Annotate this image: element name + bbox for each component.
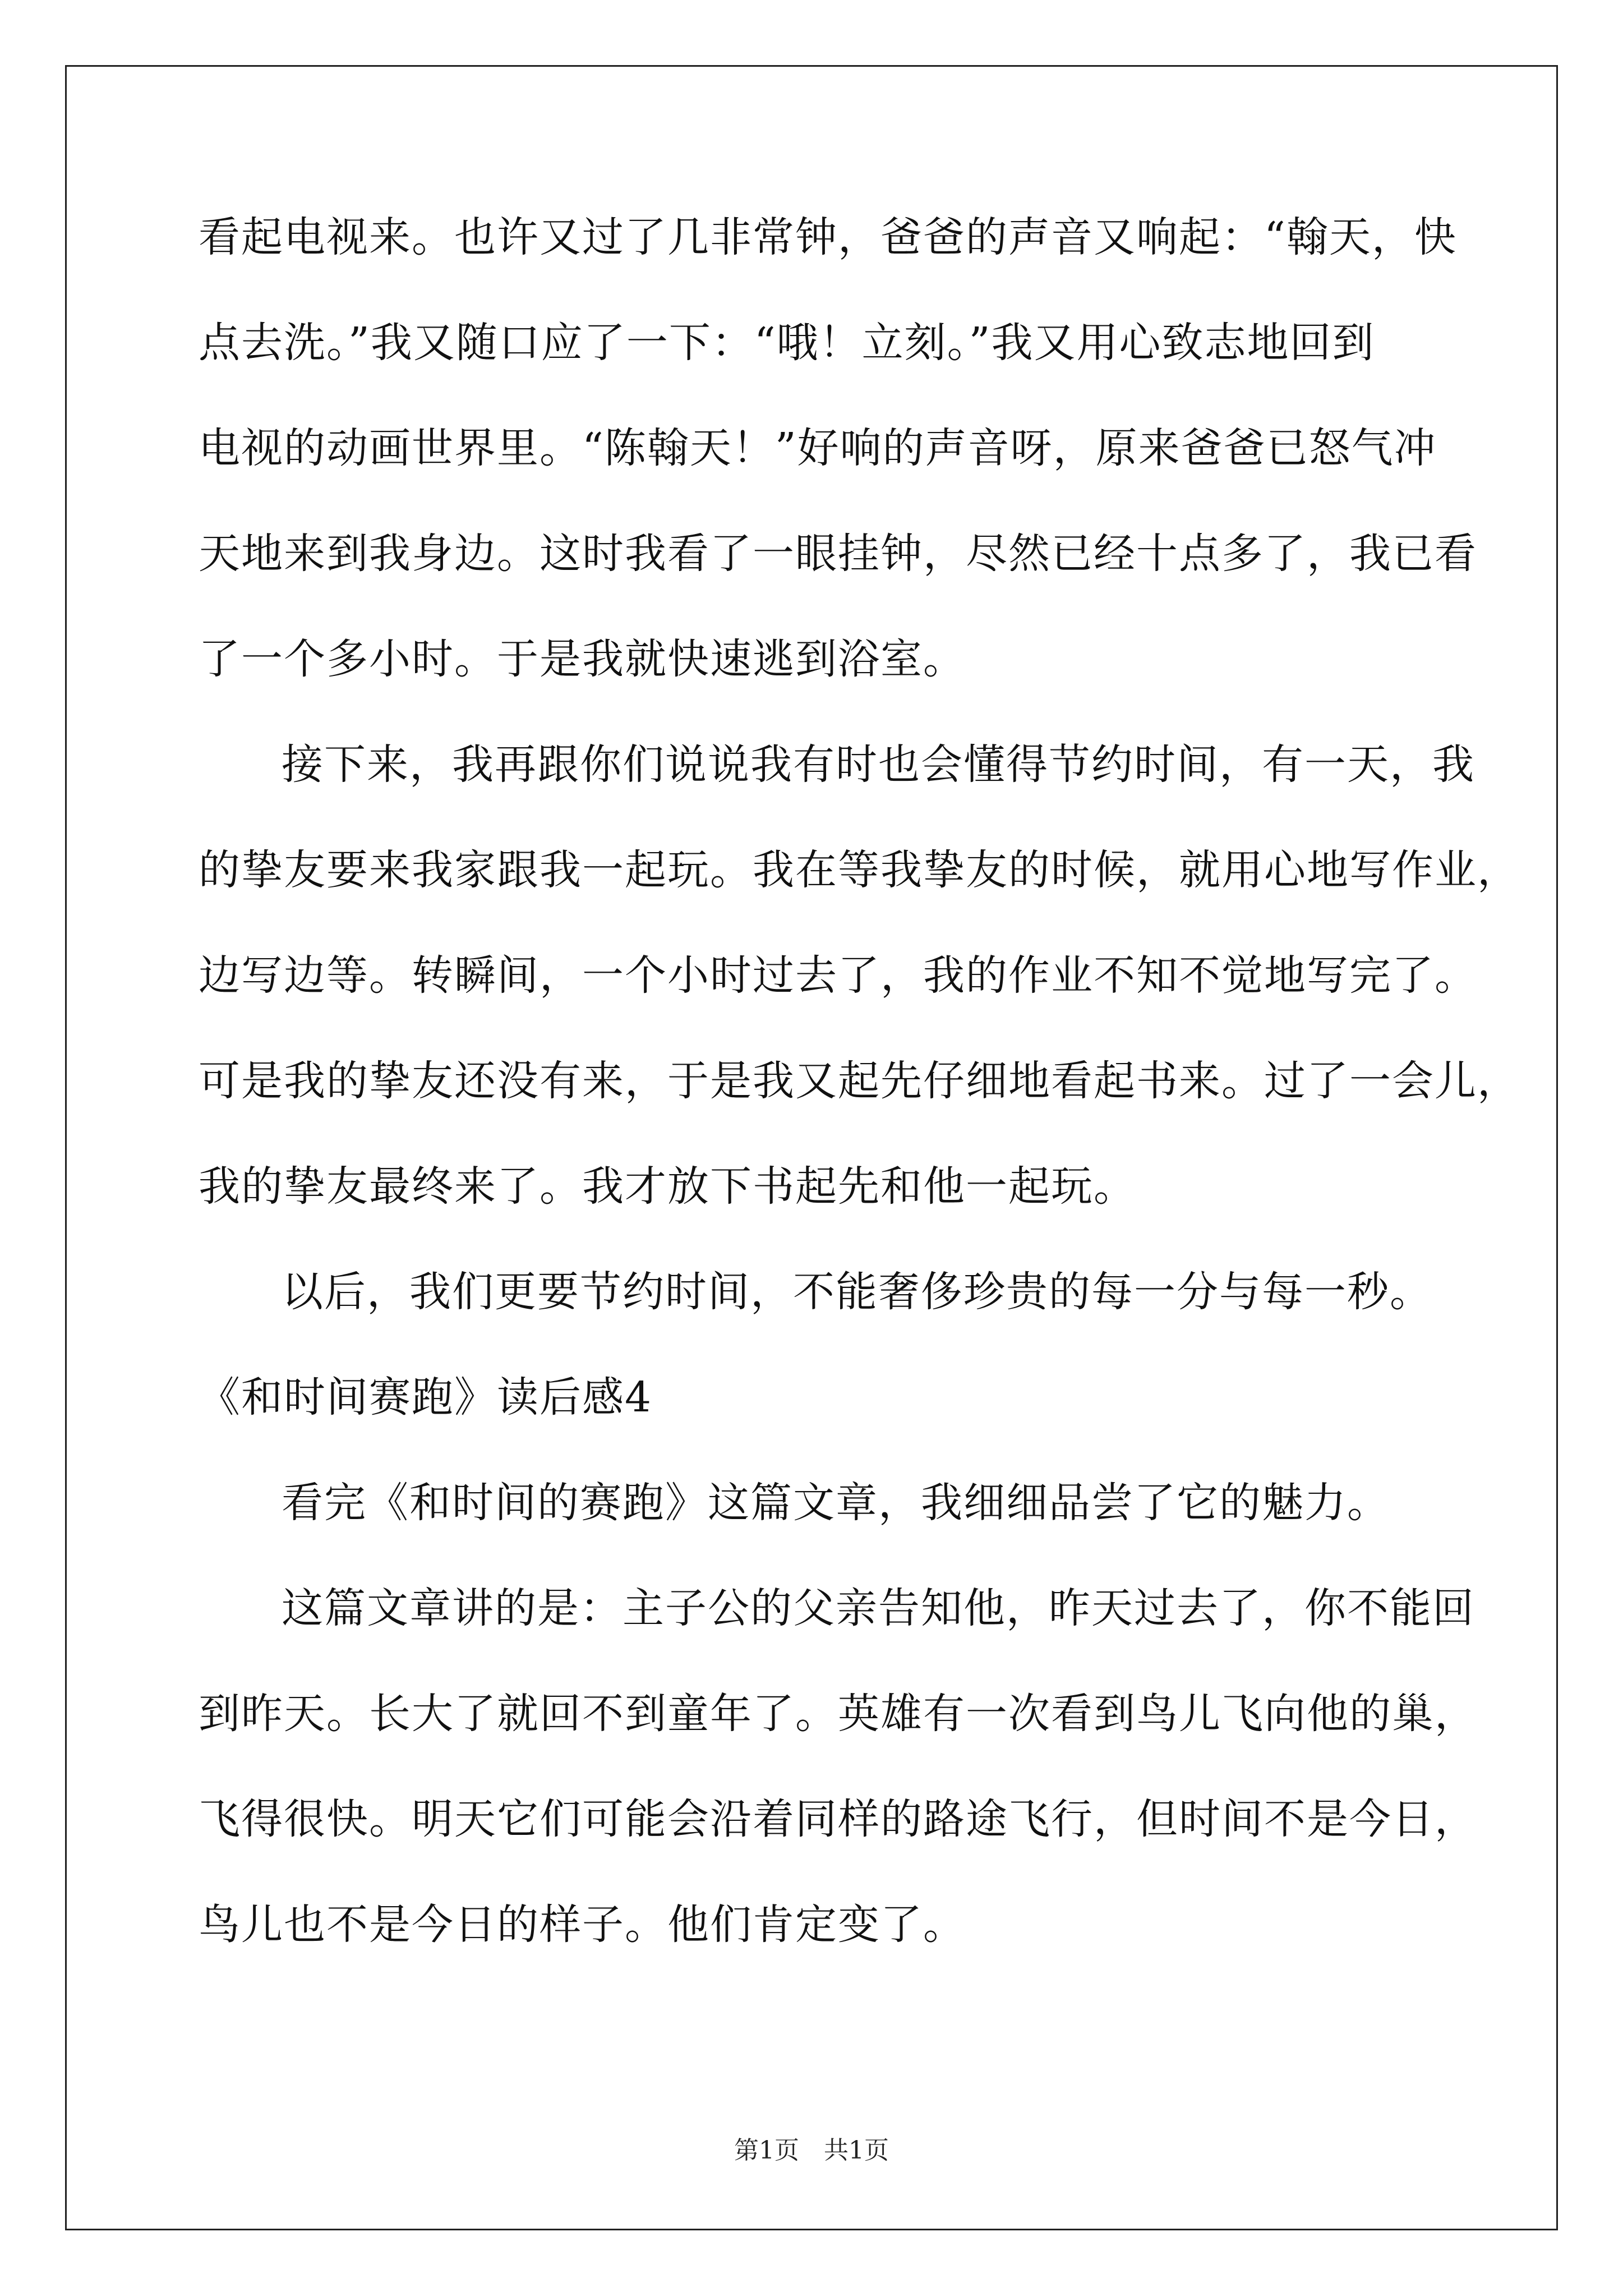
section-title: 《和时间赛跑》读后感4: [199, 1373, 653, 1421]
text-line: 到昨天。长大了就回不到童年了。英雄有一次看到鸟儿飞向他的巢，: [199, 1690, 1477, 1738]
page-footer: 第1页 共1页: [734, 2136, 889, 2165]
paragraph-first-line: 接下来，我再跟你们说说我有时也会懂得节约时间，有一天，我: [282, 740, 1475, 789]
paragraph-first-line: 看完《和时间的赛跑》这篇文章，我细细品尝了它的魅力。: [282, 1479, 1390, 1527]
text-line: 的挚友要来我家跟我一起玩。我在等我挚友的时候，就用心地写作业，: [199, 846, 1520, 894]
text-line: 飞得很快。明天它们可能会沿着同样的路途飞行，但时间不是今日，: [199, 1795, 1477, 1843]
text-line: 了一个多小时。于是我就快速逃到浴室。: [199, 635, 966, 683]
text-line: 可是我的挚友还没有来，于是我又起先仔细地看起书来。过了一会儿，: [199, 1057, 1520, 1105]
text-line: 我的挚友最终来了。我才放下书起先和他一起玩。: [199, 1162, 1136, 1211]
text-line: 天地来到我身边。这时我看了一眼挂钟，尽然已经十点多了，我已看: [199, 530, 1477, 578]
text-line: 电视的动画世界里。“陈翰天！”好响的声音呀，原来爸爸已怒气冲: [199, 424, 1437, 472]
text-line: 鸟儿也不是今日的样子。他们肯定变了。: [199, 1901, 966, 1949]
paragraph-first-line: 这篇文章讲的是：主子公的父亲告知他，昨天过去了，你不能回: [282, 1584, 1475, 1632]
text-line: 点去洗。”我又随口应了一下：“哦！立刻。”我又用心致志地回到: [199, 319, 1375, 367]
text-line: 看起电视来。也许又过了几非常钟，爸爸的声音又响起：“翰天，快: [199, 213, 1457, 261]
text-line: 边写边等。转瞬间，一个小时过去了，我的作业不知不觉地写完了。: [199, 951, 1477, 1000]
paragraph-first-line: 以后，我们更要节约时间，不能奢侈珍贵的每一分与每一秒。: [282, 1268, 1432, 1316]
